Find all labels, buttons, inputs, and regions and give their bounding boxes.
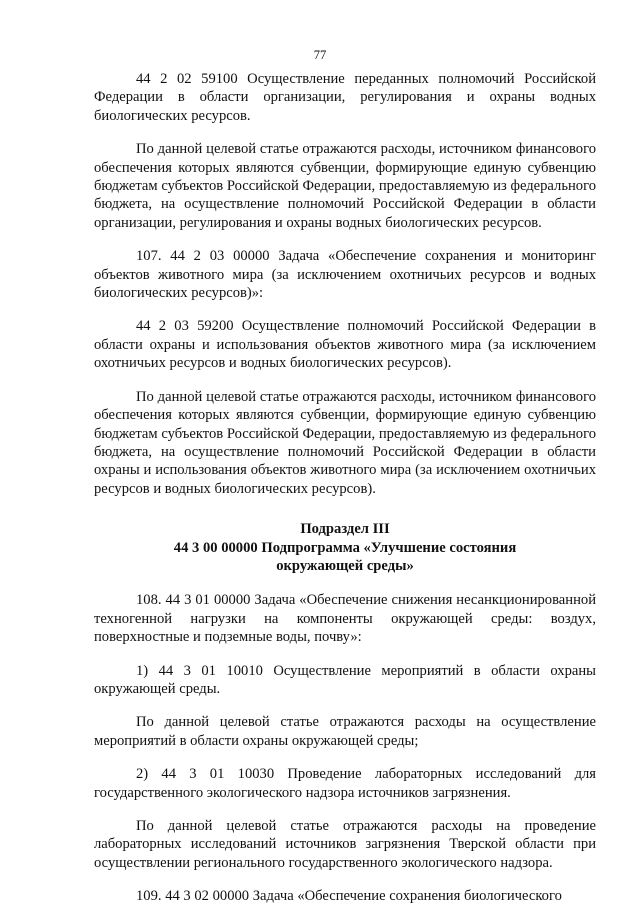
paragraph-44-3-01-10010: 1) 44 3 01 10010 Осуществление мероприятий в области охраны окружающей среды. bbox=[94, 662, 596, 697]
paragraph-task-109: 109. 44 3 02 00000 Задача «Обеспечение сохранения биологического bbox=[136, 888, 562, 905]
section-heading-subprogram-cont: окружающей среды» bbox=[276, 557, 414, 574]
paragraph-expenses-env-protection: По данной целевой статье отражаются расходы на осуществление мероприятий в области охраны окружающей среды; bbox=[94, 714, 596, 749]
section-heading-subprogram: 44 3 00 00000 Подпрограмма «Улучшение состояния bbox=[173, 539, 517, 556]
document-body bbox=[94, 70, 596, 906]
paragraph-expenses-animal-world: По данной целевой статье отражаются расходы, источником финансового обеспечения которых являются субвенции, формирующие единую субвенцию бюджетам субъектов Российской Федерации, предоставляемую из федерального бюджета, на осуществление полномочий Российской Федерации в области охраны и использования объектов животного мира (за исключением охотничьих ресурсов и водных биологических ресурсов). bbox=[94, 388, 596, 497]
paragraph-task-107: 107. 44 2 03 00000 Задача «Обеспечение сохранения и мониторинг объектов животного мира (за исключением охотничьих ресурсов и водных биологических ресурсов)»: bbox=[94, 248, 596, 302]
paragraph-expenses-water-bio: По данной целевой статье отражаются расходы, источником финансового обеспечения которых являются субвенции, формирующие единую субвенцию бюджетам субъектов Российской Федерации, предоставляемую из федерального бюджета, на осуществление полномочий Российской Федерации в области организации, регулирования и охраны водных биологических ресурсов. bbox=[94, 141, 596, 231]
paragraph-task-108: 108. 44 3 01 00000 Задача «Обеспечение снижения несанкционированной техногенной нагрузки на компоненты окружающей среды: воздух, поверхностные и подземные воды, почву»: bbox=[94, 592, 596, 646]
page-number: 77 bbox=[313, 48, 327, 62]
paragraph-44-2-03-59200: 44 2 03 59200 Осуществление полномочий Российской Федерации в области охраны и использования объектов животного мира (за исключением охотничьих ресурсов и водных биологических ресурсов). bbox=[94, 318, 596, 372]
section-heading bbox=[94, 520, 596, 575]
paragraph-44-2-02-59100: 44 2 02 59100 Осуществление переданных полномочий Российской Федерации в области организации, регулирования и охраны водных биологических ресурсов. bbox=[94, 71, 596, 124]
paragraph-44-3-01-10030: 2) 44 3 01 10030 Проведение лабораторных исследований для государственного экологического надзора источников загрязнения. bbox=[94, 766, 596, 801]
section-heading-subsection: Подраздел III bbox=[300, 521, 390, 538]
paragraph-expenses-lab-research: По данной целевой статье отражаются расходы на проведение лабораторных исследований источников загрязнения Тверской области при осуществлении регионального государственного экологического надзора. bbox=[94, 818, 596, 871]
